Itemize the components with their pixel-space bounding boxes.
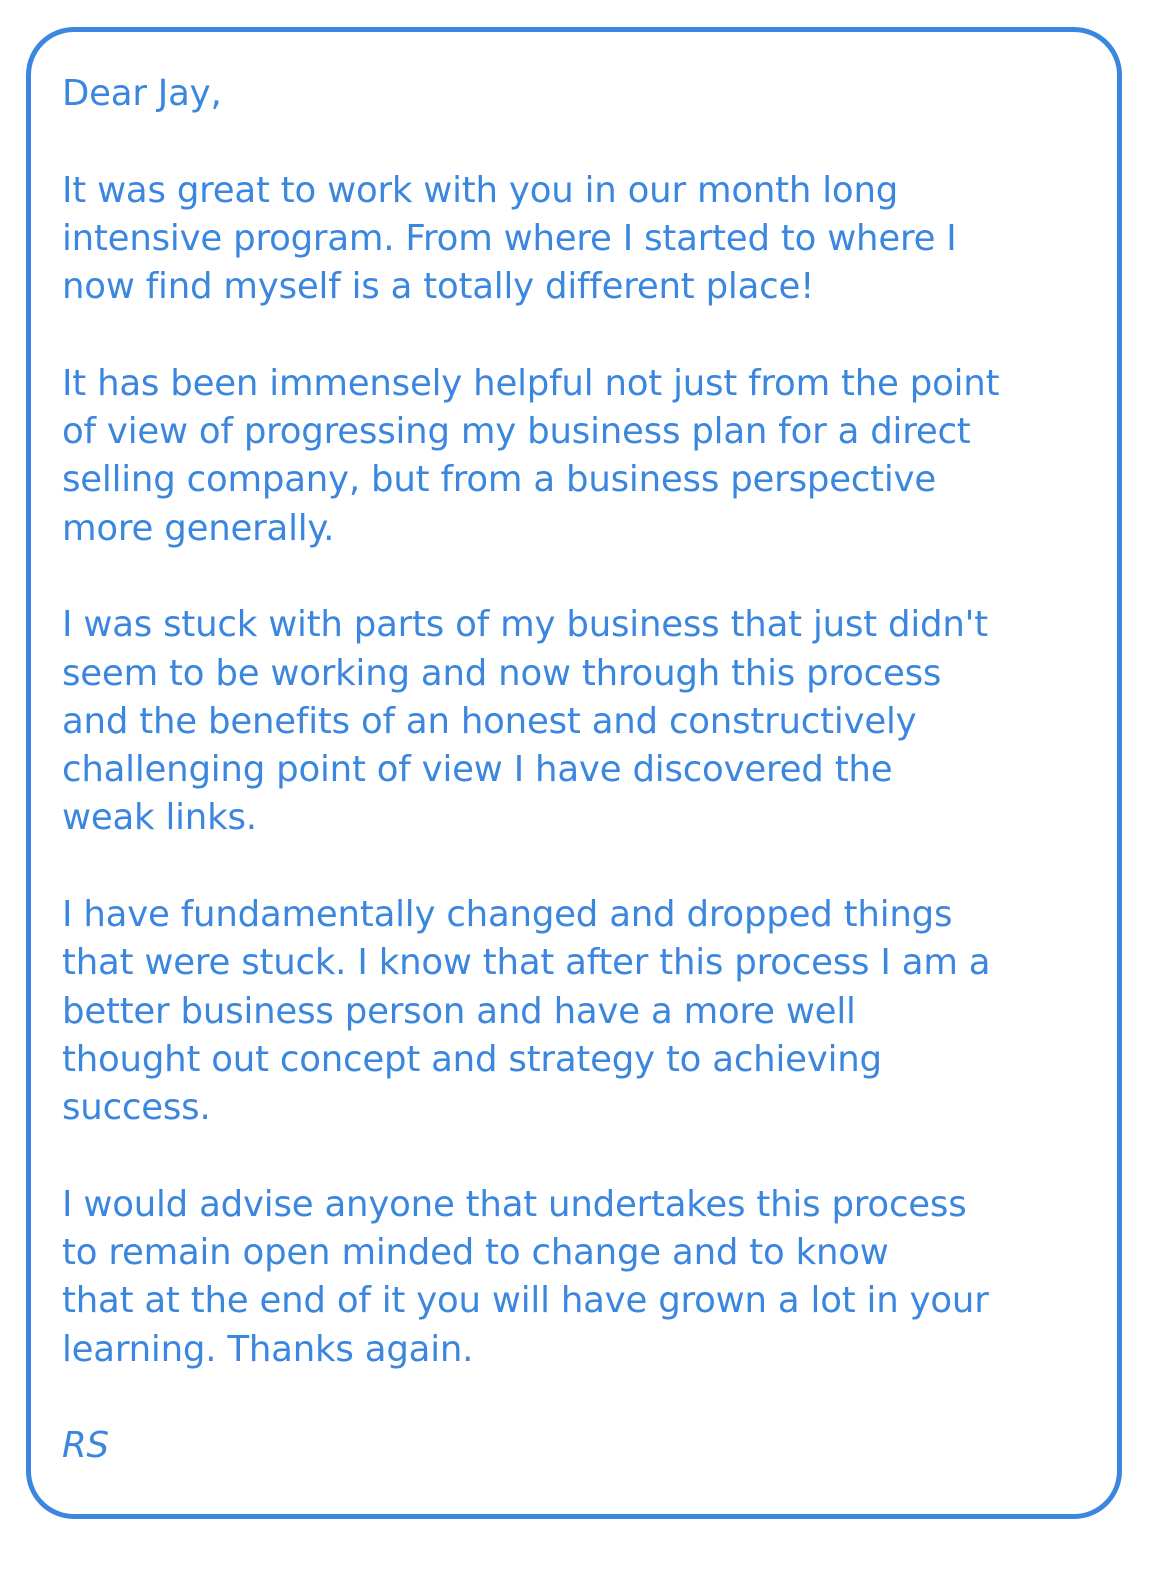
- paragraph-line: of view of progressing my business plan for a direct: [62, 411, 971, 453]
- letter-body: [62, 70, 1102, 1519]
- paragraph-line: challenging point of view I have discovered the: [62, 749, 893, 791]
- paragraph-1: [62, 167, 1102, 312]
- paragraph-line: more generally.: [62, 507, 335, 549]
- paragraph-line: intensive program. From where I started to where I: [62, 217, 957, 259]
- paragraph-line: thought out concept and strategy to achieving: [62, 1038, 882, 1080]
- paragraph-3: [62, 601, 1102, 842]
- paragraph-line: better business person and have a more well: [62, 990, 856, 1032]
- paragraph-line: I have fundamentally changed and dropped things: [62, 894, 953, 936]
- signature-block: [62, 1422, 1102, 1470]
- paragraph-line: I was stuck with parts of my business that just didn't: [62, 604, 988, 646]
- paragraph-line: success.: [62, 1087, 211, 1129]
- paragraph-line: weak links.: [62, 797, 257, 839]
- paragraph-4: [62, 891, 1102, 1132]
- paragraph-line: selling company, but from a business perspective: [62, 459, 936, 501]
- salutation-text: Dear Jay,: [62, 73, 222, 114]
- paragraph-line: to remain open minded to change and to know: [62, 1232, 889, 1274]
- salutation: [62, 70, 1102, 118]
- paragraph-line: It was great to work with you in our month long: [62, 169, 899, 211]
- paragraph-line: and the benefits of an honest and constructively: [62, 700, 917, 742]
- paragraph-line: It has been immensely helpful not just from the point: [62, 362, 1000, 404]
- paragraph-line: now find myself is a totally different place!: [62, 266, 815, 308]
- paragraph-line: learning. Thanks again.: [62, 1328, 474, 1370]
- paragraph-2: [62, 360, 1102, 553]
- paragraph-line: seem to be working and now through this process: [62, 652, 942, 694]
- paragraph-5: [62, 1181, 1102, 1374]
- paragraph-line: that at the end of it you will have grown a lot in your: [62, 1280, 989, 1322]
- paragraph-line: that were stuck. I know that after this process I am a: [62, 942, 991, 984]
- signature: RS: [62, 1425, 109, 1467]
- paragraph-line: I would advise anyone that undertakes this process: [62, 1183, 967, 1225]
